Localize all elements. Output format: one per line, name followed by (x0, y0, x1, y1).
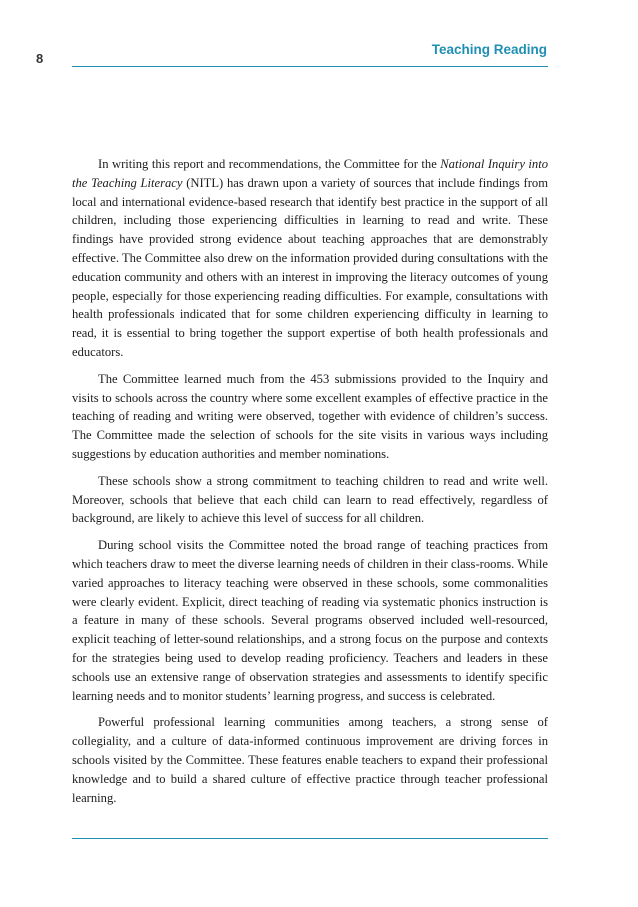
paragraph-3: These schools show a strong commitment to teaching children to read and write well. Moreover, schools that believe that each child can learn to read effectively, regardless of background, are likely to achieve this level of success for all children. (72, 473, 548, 526)
paragraph-1 (72, 155, 548, 362)
paragraph-1-rest: (NITL) has drawn upon a variety of sources that include findings from local and international evidence-based research that identify best practice in the support of all children, including those experiencing difficulties in learning to read and write. These findings have provided strong evidence about teaching approaches that are demonstrably effective. The Committee also drew on the information provided during consultations with the education community and others with an interest in improving the literacy outcomes of young people, especially for those experiencing reading difficulties. For example, consultations with health professionals indicated that for some children experiencing difficulty in learning to read, it is essential to bring together the support expertise of both health professionals and educators. (72, 175, 548, 359)
paragraph-4: During school visits the Committee noted the broad range of teaching practices from which teachers draw to meet the diverse learning needs of children in their class-rooms. While varied approaches to literacy teaching were observed in these schools, some commonalities were clearly evident. Explicit, direct teaching of reading via systematic phonics instruction is a feature in many of these schools. Several programs observed included well-resourced, explicit teaching of letter-sound relationships, and a strong focus on the purpose and contexts for the strategies being used to develop reading proficiency. Teachers and leaders in these schools use an extensive range of observation strategies and assessments to identify specific learning needs and to monitor students’ learning progress, and success is celebrated. (72, 538, 548, 703)
header-rule (72, 66, 548, 67)
paragraph-1-start: In writing this report and recommendations, the Committee for the (98, 157, 441, 171)
footer-rule (72, 838, 548, 839)
running-head: Teaching Reading (431, 42, 547, 57)
page-number: 8 (36, 51, 44, 66)
body-text (72, 155, 548, 815)
inquiry-title: National Inquiry into the Teaching Literacy (72, 157, 549, 190)
paragraph-2: The Committee learned much from the 453 submissions provided to the Inquiry and visits to schools across the country where some excellent examples of effective practice in the teaching of reading and writing were observed, together with evidence of children’s success. The Committee made the selection of schools for the site visits in various ways including suggestions by education authorities and member nominations. (72, 371, 548, 461)
paragraph-5: Powerful professional learning communities among teachers, a strong sense of collegiality, and a culture of data-informed continuous improvement are driving forces in schools visited by the Committee. These features enable teachers to expand their professional knowledge and to build a shared culture of effective practice through teacher professional learning. (72, 715, 548, 805)
